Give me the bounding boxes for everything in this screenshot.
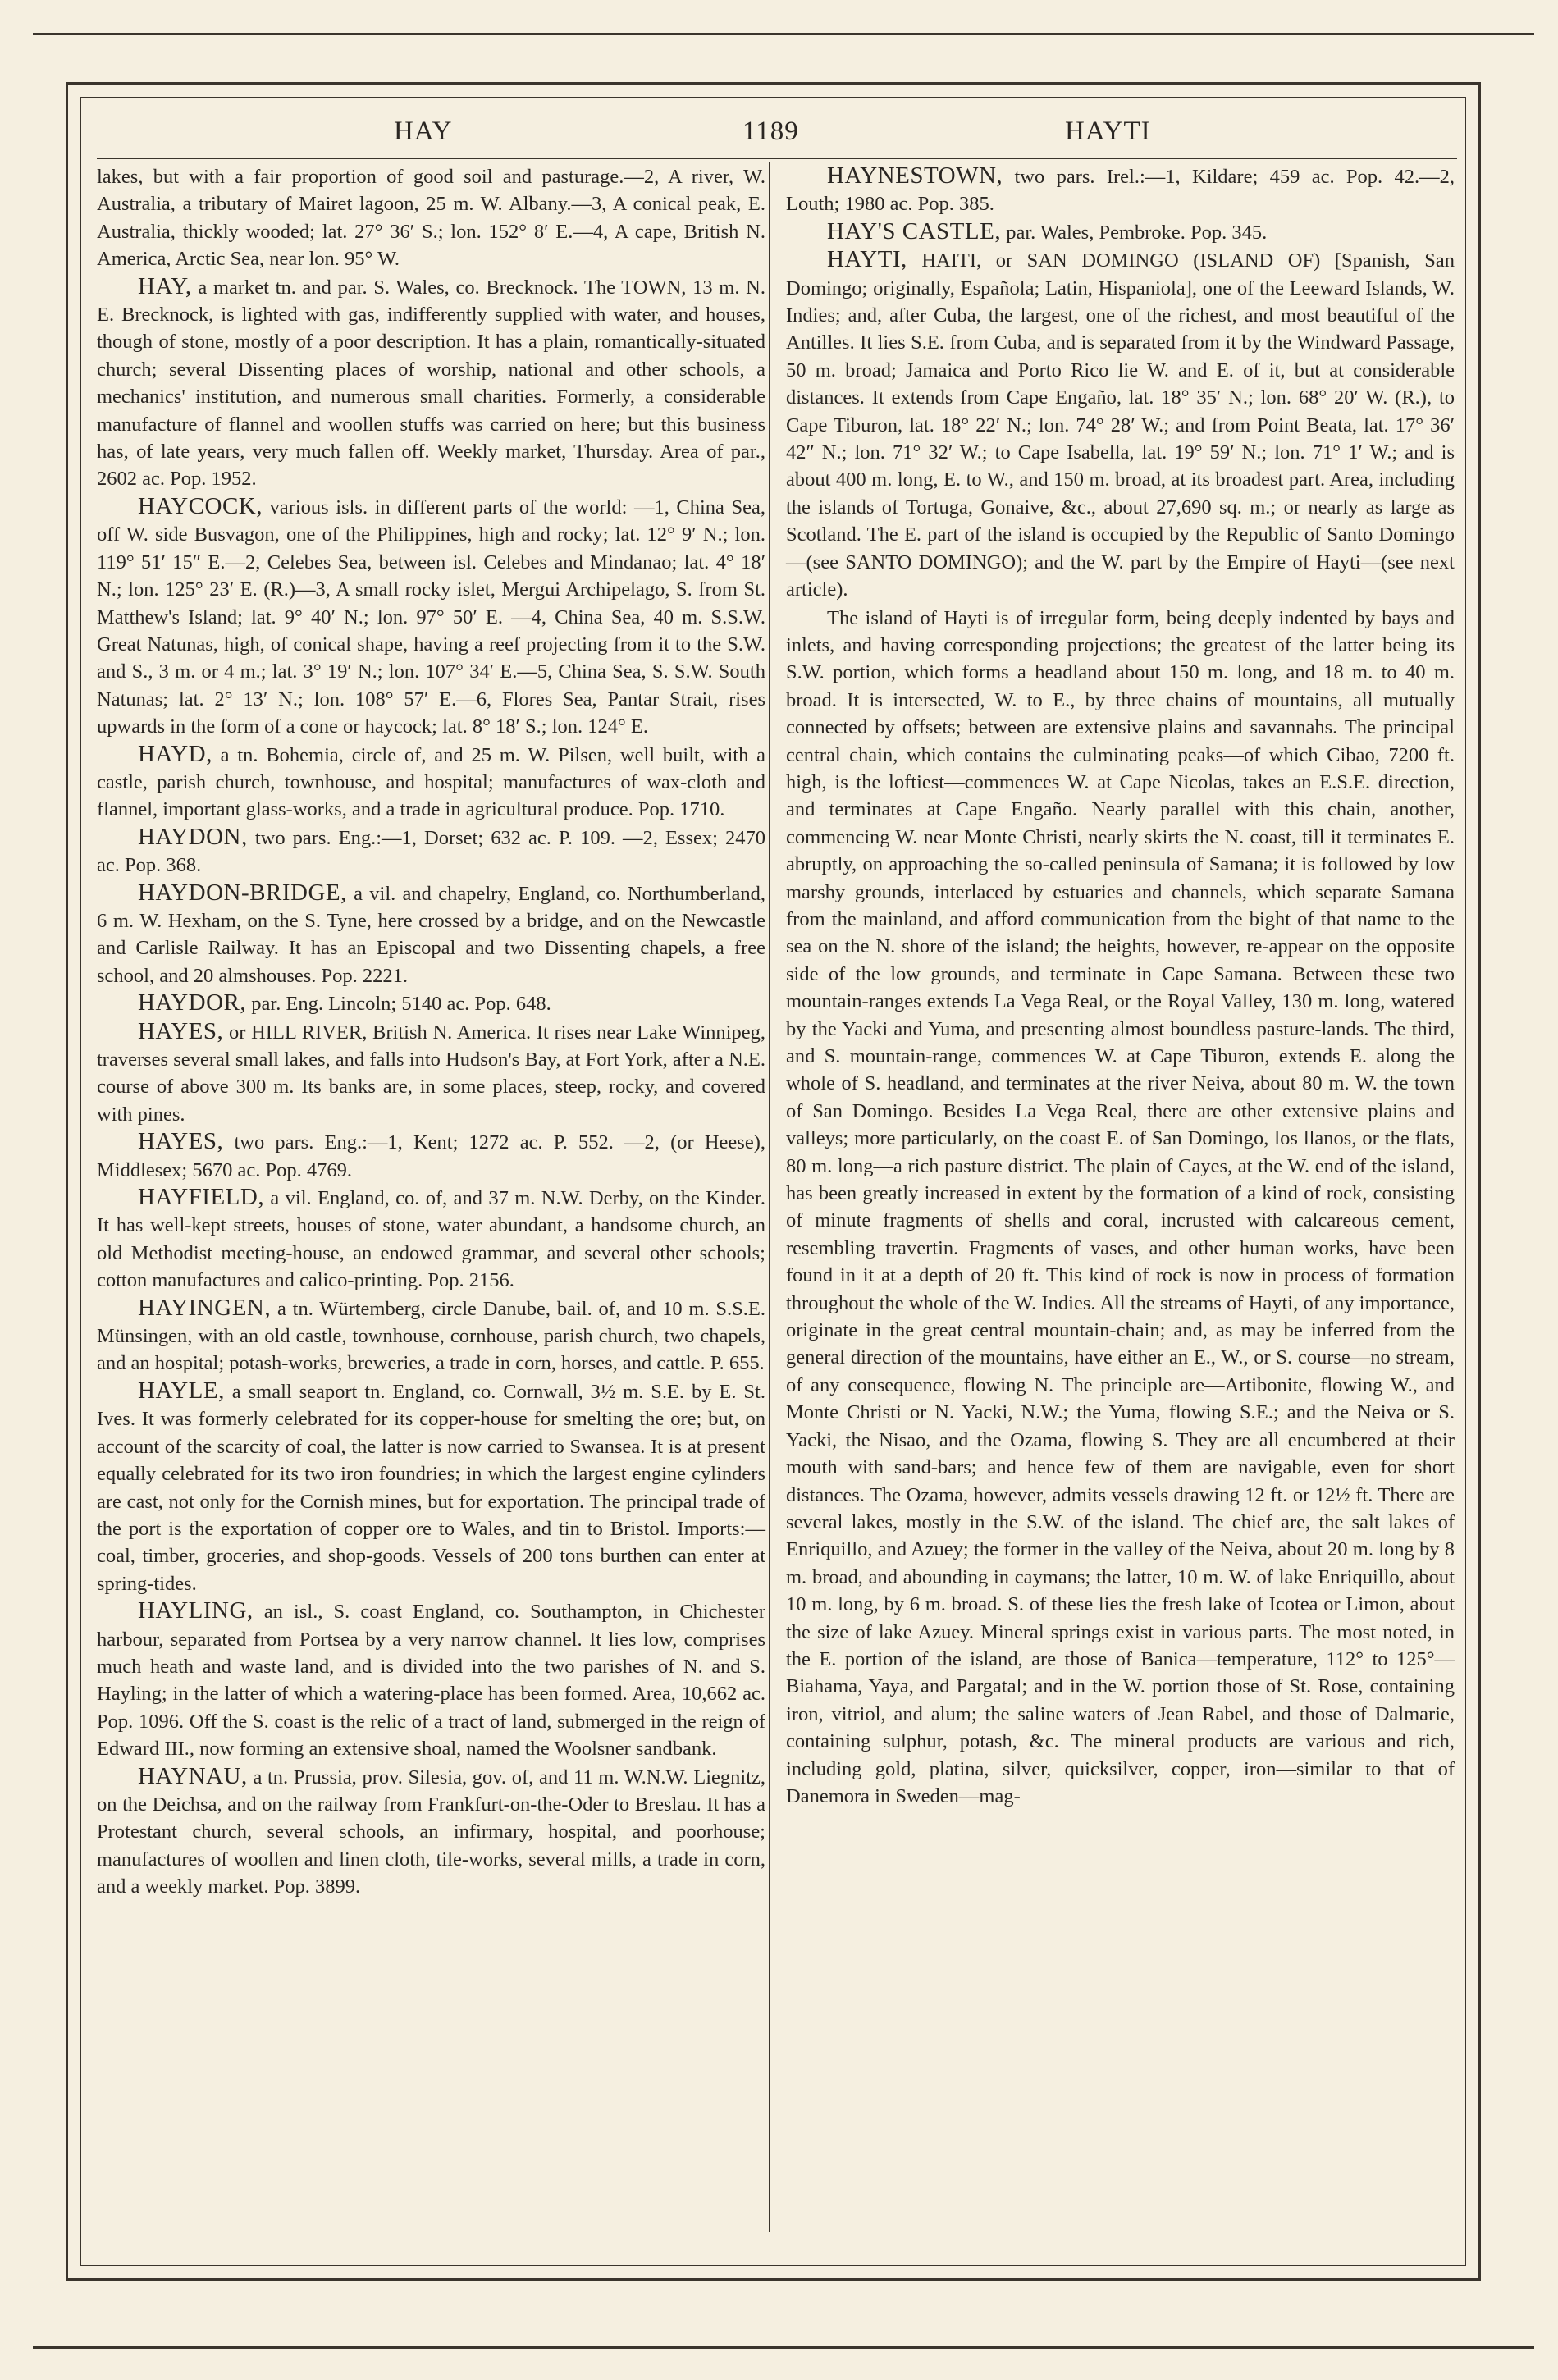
running-head-left: HAY	[394, 116, 453, 146]
entry-headword: HAYCOCK,	[138, 492, 263, 519]
right-column	[786, 162, 1455, 1810]
entry-text: lakes, but with a fair proportion of good soil and pasturage.—2, A river, W. Australia, a tributary of Mairet lagoon, 25 m. W. Albany.—3, A conical peak, E. Australia, thickly wooded; lat. 27° 36′ S.; lon. 152° 8′ E.—4, A cape, British N. America, Arctic Sea, near lon. 95° W.	[97, 166, 765, 271]
entry-headword: HAYDOR,	[138, 989, 247, 1016]
gazetteer-entry	[97, 1295, 765, 1377]
entry-headword: HAYES,	[138, 1017, 224, 1044]
page-number: 1189	[742, 116, 799, 146]
entry-headword: HAYES,	[138, 1128, 224, 1155]
entry-text: a vil. and chapelry, England, co. Northumberland, 6 m. W. Hexham, on the S. Tyne, here crossed by a bridge, and on the Newcastle and Carlisle Railway. It has an Episcopal and two Dissenting chapels, a free school, and 20 almshouses. Pop. 2221.	[97, 882, 765, 987]
gazetteer-entry	[97, 1597, 765, 1762]
entry-headword: HAYNAU,	[138, 1762, 248, 1789]
gazetteer-entry	[786, 246, 1455, 603]
gazetteer-entry	[786, 162, 1455, 218]
gazetteer-entry	[97, 273, 765, 493]
running-head-right: HAYTI	[1065, 116, 1151, 146]
entry-headword: HAYLE,	[138, 1377, 225, 1404]
gazetteer-entry	[786, 604, 1455, 1811]
entry-text: various isls. in different parts of the world: —1, China Sea, off W. side Busvagon, one of the Philippines, high and rocky; lat. 12° 9′ N.; lon. 119° 51′ 15″ E.—2, Celebes Sea, between isl. Celebes and Mindanao; lat. 4° 18′ N.; lon. 125° 23′ E. (R.)—3, A small rocky islet, Mergui Archipelago, S. from St. Matthew's Island; lat. 9° 40′ N.; lon. 97° 50′ E. —4, China Sea, 40 m. S.S.W. Great Natunas, high, of conical shape, having a reef projecting from it to the S.W. and S., 3 m. or 4 m.; lat. 3° 19′ N.; lon. 107° 34′ E.—5, China Sea, S. S.W. South Natunas; lat. 2° 13′ N.; lon. 108° 57′ E.—6, Flores Sea, Pantar Strait, rises upwards in the form of a cone or haycock; lat. 8° 18′ S.; lon. 124° E.	[97, 496, 765, 738]
entry-headword: HAYFIELD,	[138, 1184, 265, 1211]
gazetteer-entry	[97, 741, 765, 824]
gazetteer-entry	[97, 879, 765, 990]
header-rule	[97, 158, 1457, 159]
gazetteer-entry	[97, 1128, 765, 1184]
gazetteer-entry	[97, 824, 765, 879]
gazetteer-entry	[97, 1763, 765, 1901]
gazetteer-entry	[97, 1018, 765, 1129]
entry-text: a tn. Würtemberg, circle Danube, bail. of, and 10 m. S.S.E. Münsingen, with an old castle, townhouse, cornhouse, parish church, two chapels, and an hospital; potash-works, breweries, a trade in corn, horses, and cattle. P. 655.	[97, 1297, 765, 1375]
entry-headword: HAYLING,	[138, 1597, 254, 1624]
top-page-rule	[33, 33, 1534, 35]
entry-headword: HAYDON,	[138, 823, 248, 850]
gazetteer-entry	[786, 218, 1455, 246]
entry-text: two pars. Eng.:—1, Dorset; 632 ac. P. 109. —2, Essex; 2470 ac. Pop. 368.	[97, 826, 765, 877]
gazetteer-entry	[97, 1184, 765, 1295]
entry-text: par. Wales, Pembroke. Pop. 345.	[1001, 221, 1268, 244]
entry-headword: HAYD,	[138, 740, 212, 767]
entry-text: an isl., S. coast England, co. Southampton, in Chichester harbour, separated from Portsea by a very narrow channel. It lies low, comprises much heath and waste land, and is divided into the two parishes of N. and S. Hayling; in the latter of which a watering-place has been formed. Area, 10,662 ac. Pop. 1096. Off the S. coast is the relic of a tract of land, submerged in the reign of Edward III., now forming an extensive shoal, named the Woolsner sandbank.	[97, 1601, 765, 1761]
bottom-page-rule	[33, 2346, 1534, 2349]
gazetteer-entry	[97, 989, 765, 1017]
entry-text: or HILL RIVER, British N. America. It rises near Lake Winnipeg, traverses several small lakes, and falls into Hudson's Bay, at Fort York, after a N.E. course of above 300 m. Its banks are, in some places, steep, rocky, and covered with pines.	[97, 1021, 765, 1126]
left-column	[97, 162, 765, 1901]
entry-text: a vil. England, co. of, and 37 m. N.W. Derby, on the Kinder. It has well-kept streets, houses of stone, water abundant, a handsome church, an old Methodist meeting-house, an endowed grammar, and several other schools; cotton manufactures and calico-printing. Pop. 2156.	[97, 1187, 765, 1292]
entry-text: HAITI, or SAN DOMINGO (ISLAND OF) [Spanish, San Domingo; originally, Española; Latin, Hispaniola], one of the Leeward Islands, W. Indies; and, after Cuba, the largest, one of the richest, and most beautiful of the Antilles. It lies S.E. from Cuba, and is separated from it by the Windward Passage, 50 m. broad; Jamaica and Porto Rico lie W. and E. of it, but at considerable distances. It extends from Cape Engaño, lat. 18° 35′ N.; lon. 68° 20′ W. (R.), to Cape Tiburon, lat. 18° 22′ N.; lon. 74° 28′ W.; and from Point Beata, lat. 17° 36′ 42″ N.; lon. 71° 32′ W.; to Cape Isabella, lat. 19° 59′ N.; lon. 71° 1′ W.; and is about 400 m. long, E. to W., and 150 m. broad, at its broadest part. Area, including the islands of Tortuga, Gonaive, &c., about 27,690 sq. m.; or nearly as large as Scotland. The E. part of the island is occupied by the Republic of Santo Domingo—(see SANTO DOMINGO); and the W. part by the Empire of Hayti—(see next article).	[786, 249, 1455, 601]
entry-text: two pars. Eng.:—1, Kent; 1272 ac. P. 552. —2, (or Heese), Middlesex; 5670 ac. Pop. 4769.	[97, 1131, 765, 1181]
column-divider	[769, 162, 770, 2232]
entry-headword: HAYTI,	[827, 246, 907, 273]
gazetteer-entry	[97, 162, 765, 273]
gazetteer-entry	[97, 1377, 765, 1597]
entry-text: a tn. Bohemia, circle of, and 25 m. W. Pilsen, well built, with a castle, parish church, townhouse, and hospital; manufactures of wax-cloth and flannel, important glass-works, and a trade in agricultural produce. Pop. 1710.	[97, 743, 765, 821]
entry-headword: HAY'S CASTLE,	[827, 217, 1002, 244]
entry-headword: HAY,	[138, 272, 192, 299]
entry-headword: HAYNESTOWN,	[827, 162, 1003, 189]
entry-text: a small seaport tn. England, co. Cornwall, 3½ m. S.E. by E. St. Ives. It was formerly celebrated for its copper-house for smelting the ore; but, on account of the scarcity of coal, the latter is now carried to Swansea. It is at present equally celebrated for its two iron foundries; in which the largest engine cylinders are cast, not only for the Cornish mines, but for exportation. The principal trade of the port is the exportation of copper ore to Wales, and tin to Bristol. Imports:—coal, timber, groceries, and shop-goods. Vessels of 200 tons burthen can enter at spring-tides.	[97, 1380, 765, 1595]
entry-text: par. Eng. Lincoln; 5140 ac. Pop. 648.	[246, 993, 551, 1016]
entry-headword: HAYDON-BRIDGE,	[138, 879, 347, 906]
entry-text: a tn. Prussia, prov. Silesia, gov. of, and 11 m. W.N.W. Liegnitz, on the Deichsa, and on the railway from Frankfurt-on-the-Oder to Breslau. It has a Protestant church, several schools, an infirmary, hospital, and poorhouse; manufactures of woollen and linen cloth, tile-works, several mills, a trade in corn, and a weekly market. Pop. 3899.	[97, 1766, 765, 1898]
entry-text: a market tn. and par. S. Wales, co. Brecknock. The TOWN, 13 m. N. E. Brecknock, is lighted with gas, indifferently supplied with water, and houses, though of stone, mostly of a poor description. It has a plain, romantically-situated church; several Dissenting places of worship, national and other schools, a mechanics' institution, and numerous small charities. Formerly, a considerable manufacture of flannel and woollen stuffs was carried on here; but this business has, of late years, very much fallen off. Weekly market, Thursday. Area of par., 2602 ac. Pop. 1952.	[97, 276, 765, 491]
gazetteer-entry	[97, 493, 765, 741]
entry-text: two pars. Irel.:—1, Kildare; 459 ac. Pop. 42.—2, Louth; 1980 ac. Pop. 385.	[786, 166, 1455, 216]
entry-headword: HAYINGEN,	[138, 1294, 272, 1321]
entry-text: The island of Hayti is of irregular form, being deeply indented by bays and inlets, and having corresponding projections; the greatest of the latter being its S.W. portion, which forms a headland about 150 m. long, and 18 m. to 40 m. broad. It is intersected, W. to E., by three chains of mountains, all mutually connected by offsets; between are extensive plains and savannahs. The principal central chain, which contains the culminating peaks—of which Cibao, 7200 ft. high, is the loftiest—commences W. at Cape Nicolas, takes an E.S.E. direction, and terminates at Cape Engaño. Nearly parallel with this chain, another, commencing W. near Monte Christi, nearly skirts the N. coast, till it terminates E. abruptly, on approaching the so-called peninsula of Samana; it is followed by low marshy grounds, interlaced by estuaries and channels, which separate Samana from the mainland, and afford communication from the bight of that name to the sea on the N. shore of the island; the heights, however, re-appear on the opposite side of the low grounds, and terminate in Cape Samana. Between these two mountain-ranges extends La Vega Real, or the Royal Valley, 130 m. long, watered by the Yacki and Yuma, and presenting almost boundless pasture-lands. The third, and S. mountain-range, commences W. at Cape Tiburon, extends E. along the whole of S. headland, and terminates at the river Neiva, about 80 m. W. the town of San Domingo. Besides La Vega Real, there are other extensive plains and valleys; more particularly, on the coast E. of San Domingo, los llanos, or the flats, 80 m. long—a rich pasture district. The plain of Cayes, at the W. end of the island, has been greatly increased in extent by the formation of a kind of rock, consisting of minute fragments of shells and coral, incrusted with calcareous cement, resembling travertin. Fragments of vases, and other human works, have been found in it at a depth of 20 ft. This kind of rock is now in process of formation throughout the whole of the W. Indies. All the streams of Hayti, of any importance, originate in the great central mountain-chain; and, as may be inferred from the general direction of the mountains, have either an E., W., or S. course—no stream, of any consequence, flowing N. The principle are—Artibonite, flowing W., and Monte Christi or N. Yacki, N.W.; the Yuma, flowing S.E.; and the Neiva or S. Yacki, the Nisao, and the Ozama, flowing S. They are all encumbered at their mouth with sand-bars; and hence few of them are navigable, even for short distances. The Ozama, however, admits vessels drawing 12 ft. or 12½ ft. There are several lakes, mostly in the S.W. of the island. The chief are, the salt lakes of Enriquillo, and Azuey; the former in the valley of the Neiva, about 20 m. long by 8 m. broad, and abounding in caymans; the latter, 10 m. W. of lake Enriquillo, about 10 m. long, by 6 m. broad. S. of these lies the fresh lake of Icotea or Limon, about the size of lake Azuey. Mineral springs exist in various parts. The most noted, in the E. portion of the island, are those of Banica—temperature, 112° to 125°—Biahama, Yaya, and Pargatal; and in the W. portion those of St. Rose, containing iron, vitriol, and alum; the saline waters of Jean Rabel, and those of Dalmarie, containing sulphur, potash, &c. The mineral products are various and rich, including gold, platina, silver, quicksilver, copper, iron—similar to that of Danemora in Sweden—mag-	[786, 606, 1455, 1807]
